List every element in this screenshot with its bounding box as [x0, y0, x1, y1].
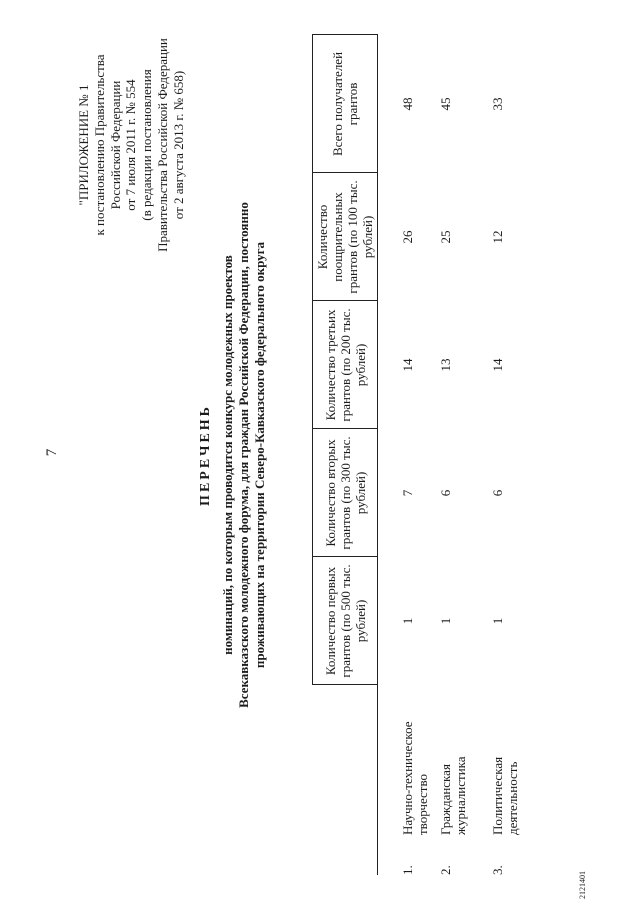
table-header-row	[313, 35, 378, 875]
nomination-name: Гражданская журналистика	[438, 756, 468, 835]
header-incentive-grants: Количество поощрительных грантов (по 100 тыс. рублей)	[313, 173, 378, 301]
first-grants-count: 1	[400, 617, 415, 625]
second-grants-count: 6	[490, 489, 505, 497]
table-row	[438, 35, 490, 875]
document-subtitle	[220, 85, 268, 825]
header-total-recipients: Всего получателей грантов	[313, 35, 378, 173]
subtitle-line: номинаций, по которым проводится конкурс молодежных проектов	[220, 255, 235, 655]
third-grants-count: 13	[438, 358, 453, 372]
second-grants-count: 6	[438, 489, 453, 497]
incentive-grants-count: 12	[490, 230, 505, 244]
total-recipients: 33	[490, 97, 505, 111]
row-number: 1.	[400, 865, 415, 875]
table-row	[490, 35, 542, 875]
appendix-line: Правительства Российской Федерации	[154, 38, 170, 252]
subtitle-line: проживающих на территории Северо-Кавказского федерального округа	[252, 241, 267, 669]
row-number: 3.	[490, 865, 505, 875]
incentive-grants-count: 25	[438, 230, 453, 244]
table-row	[378, 35, 439, 875]
appendix-line: "ПРИЛОЖЕНИЕ № 1	[76, 84, 91, 206]
grants-table	[312, 34, 542, 875]
second-grants-count: 7	[400, 489, 415, 497]
header-blank	[313, 685, 378, 875]
third-grants-count: 14	[490, 358, 505, 372]
incentive-grants-count: 26	[400, 230, 415, 244]
third-grants-count: 14	[400, 358, 415, 372]
header-first-grants: Количество первых грантов (по 500 тыс. рублей)	[313, 557, 378, 685]
appendix-line: (в редакции постановления	[139, 69, 155, 221]
subtitle-line: Всекавказского молодежного форума, для граждан Российской Федерации, постоянно	[236, 202, 251, 708]
first-grants-count: 1	[438, 617, 453, 625]
title-block	[198, 85, 268, 825]
document-code: 2121401	[578, 871, 587, 899]
first-grants-count: 1	[490, 617, 505, 625]
appendix-line: от 7 июля 2011 г. № 554	[123, 79, 139, 211]
appendix-line: к постановлению Правительства	[91, 54, 107, 236]
total-recipients: 48	[400, 97, 415, 111]
appendix-line: от 2 августа 2013 г. № 658)	[170, 70, 186, 220]
header-second-grants: Количество вторых грантов (по 300 тыс. рублей)	[313, 429, 378, 557]
page-number: 7	[44, 448, 60, 457]
document-heading: ПЕРЕЧЕНЬ	[198, 404, 213, 506]
appendix-stamp	[76, 0, 187, 290]
nomination-name: Политическая деятельность	[490, 756, 520, 835]
nomination-name: Научно-техническое творчество	[400, 721, 430, 835]
row-number: 2.	[438, 865, 453, 875]
total-recipients: 45	[438, 97, 453, 111]
appendix-line: Российской Федерации	[107, 80, 123, 210]
header-third-grants: Количество третьих грантов (по 200 тыс. рублей)	[313, 301, 378, 429]
